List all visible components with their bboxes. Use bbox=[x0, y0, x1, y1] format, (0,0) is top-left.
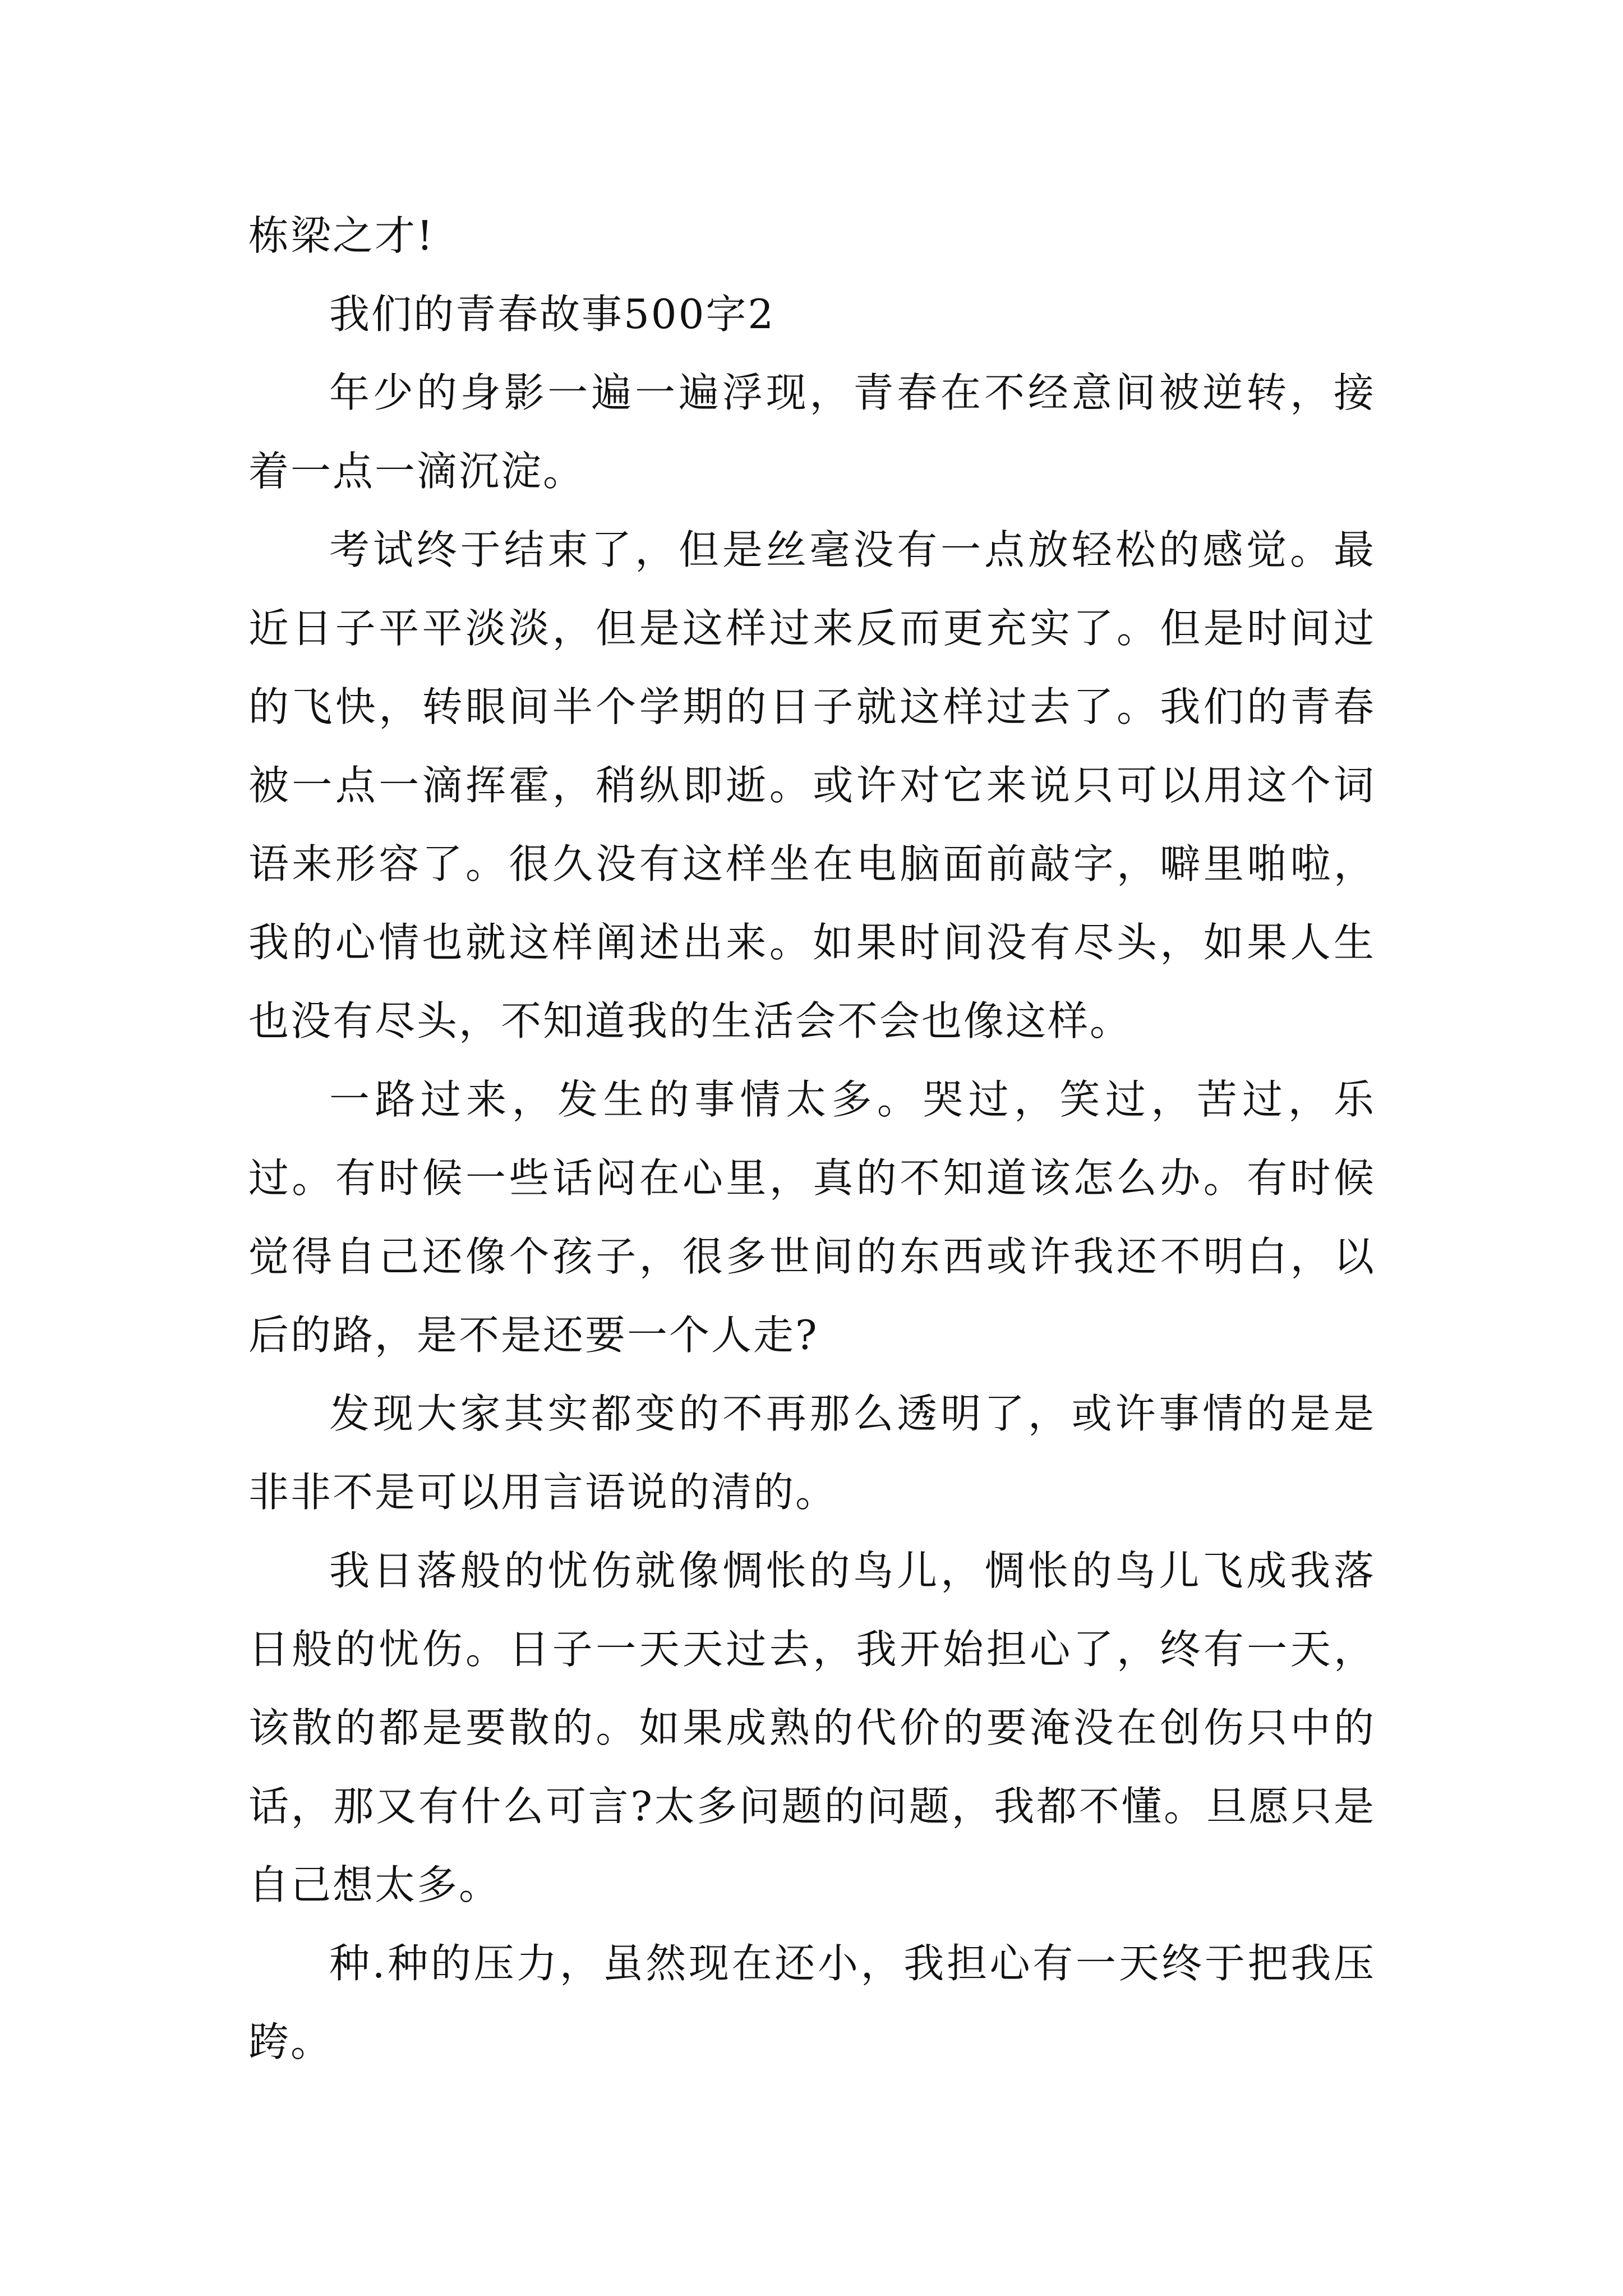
document-body bbox=[248, 196, 1376, 2081]
paragraph: 一路过来，发生的事情太多。哭过，笑过，苦过，乐过。有时候一些话闷在心里，真的不知道该怎么办。有时候觉得自己还像个孩子，很多世间的东西或许我还不明白，以后的路，是不是还要一个人走? bbox=[248, 1076, 1376, 1359]
continuation-text: 栋梁之才! bbox=[248, 212, 435, 259]
paragraph: 考试终于结束了，但是丝毫没有一点放轻松的感觉。最近日子平平淡淡，但是这样过来反而更充实了。但是时间过的飞快，转眼间半个学期的日子就这样过去了。我们的青春被一点一滴挥霍，稍纵即逝。或许对它来说只可以用这个词语来形容了。很久没有这样坐在电脑面前敲字，噼里啪啦，我的心情也就这样阐述出来。如果时间没有尽头，如果人生也没有尽头，不知道我的生活会不会也像这样。 bbox=[248, 526, 1376, 1045]
paragraph: 种.种的压力，虽然现在还小，我担心有一天终于把我压跨。 bbox=[248, 1940, 1376, 2065]
paragraph: 年少的身影一遍一遍浮现，青春在不经意间被逆转，接着一点一滴沉淀。 bbox=[248, 369, 1376, 495]
paragraph: 我日落般的忧伤就像惆怅的鸟儿，惆怅的鸟儿飞成我落日般的忧伤。日子一天天过去，我开始担心了，终有一天，该散的都是要散的。如果成熟的代价的要淹没在创伤只中的话，那又有什么可言?太多问题的问题，我都不懂。旦愿只是自己想太多。 bbox=[248, 1547, 1376, 1908]
paragraph: 发现大家其实都变的不再那么透明了，或许事情的是是非非不是可以用言语说的清的。 bbox=[248, 1390, 1376, 1516]
essay-heading: 我们的青春故事500字2 bbox=[329, 291, 776, 338]
